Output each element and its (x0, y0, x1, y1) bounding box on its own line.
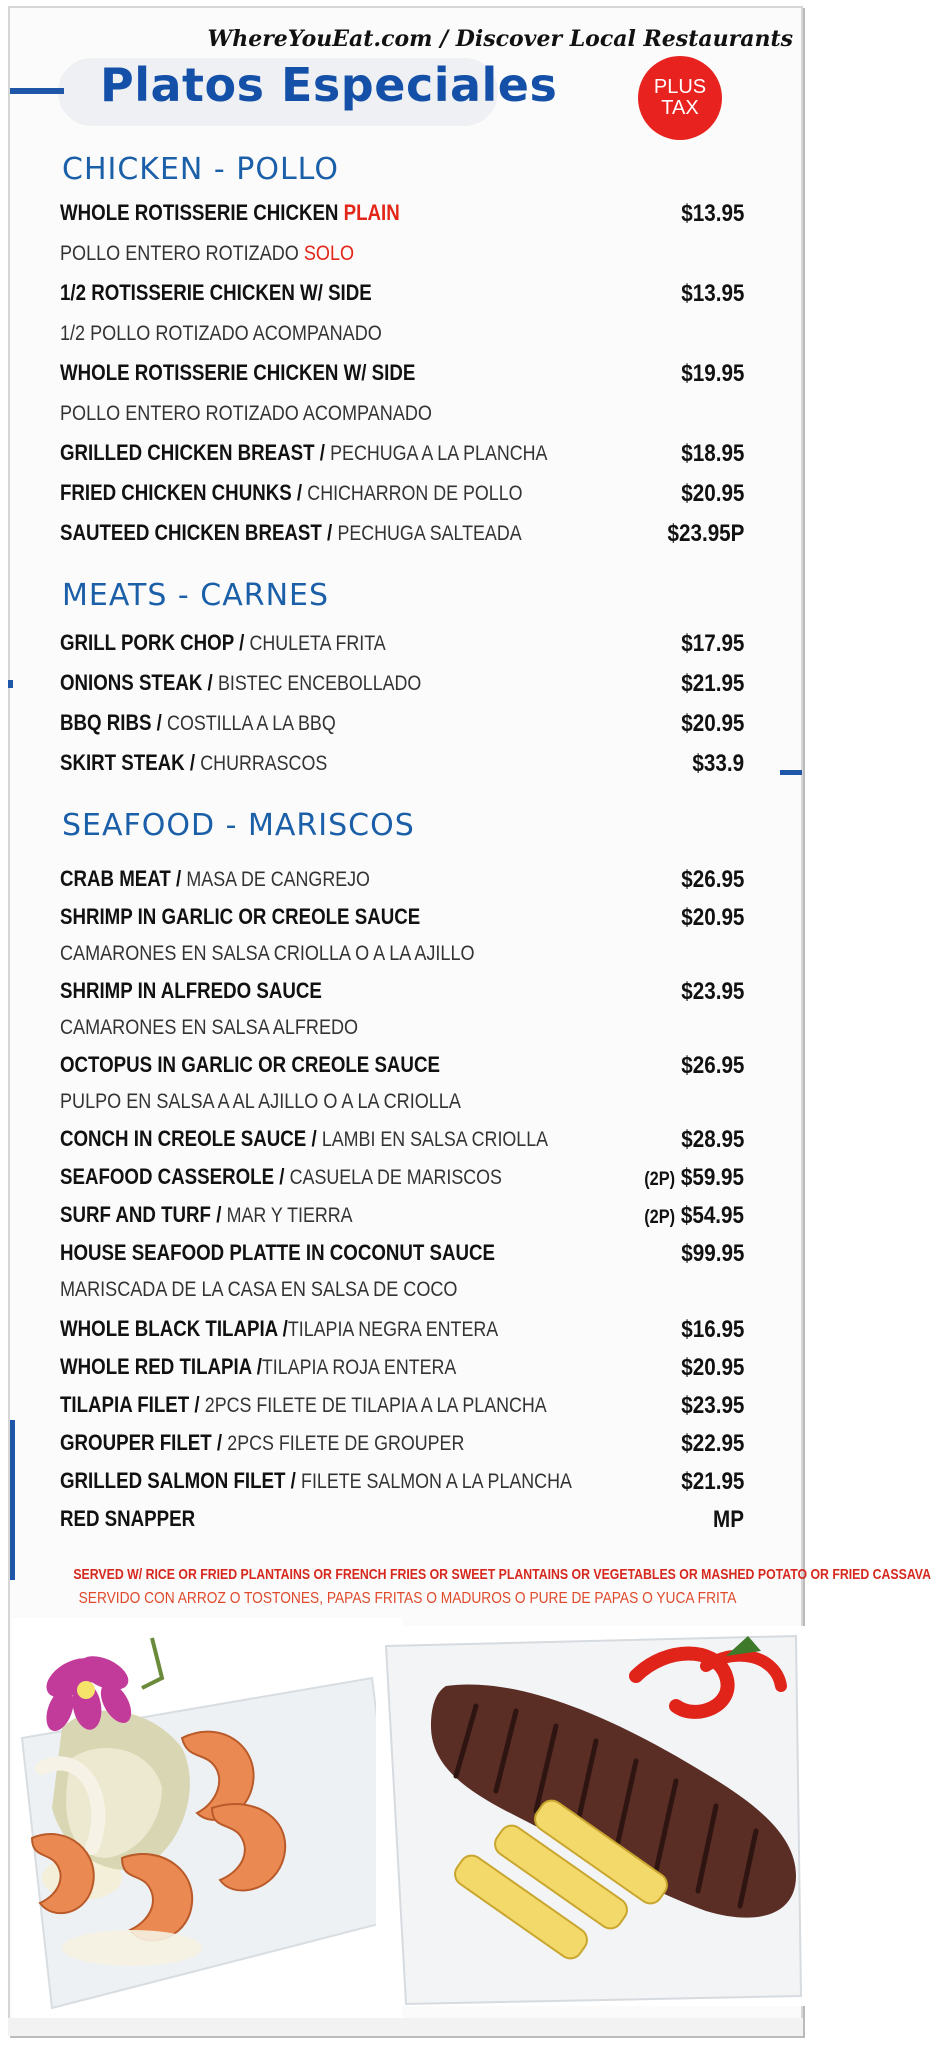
section-title-chicken: CHICKEN - POLLO (62, 152, 339, 187)
menu-item (60, 196, 744, 232)
item-price: $20.95 (680, 710, 744, 737)
item-spanish-inline: TILAPIA NEGRA ENTERA (287, 1318, 499, 1341)
item-name: SHRIMP IN ALFREDO SAUCE (60, 978, 322, 1003)
edge-mark (8, 680, 13, 688)
item-spanish-inline: COSTILLA A LA BBQ (167, 712, 336, 735)
item-name: SEAFOOD CASSEROLE / CASUELA DE MARISCOS (60, 1164, 502, 1189)
price-tag: (2P) (644, 1207, 676, 1228)
item-price: $13.95 (680, 280, 744, 307)
menu-item (60, 1048, 744, 1084)
item-spanish-inline: 2PCS FILETE DE TILAPIA A LA PLANCHA (204, 1394, 547, 1417)
item-price: (2P) $59.95 (644, 1164, 744, 1191)
plus-tax-badge (638, 56, 722, 140)
item-spanish: POLLO ENTERO ROTIZADO ACOMPANADO (60, 402, 432, 425)
item-name: BBQ RIBS / COSTILLA A LA BBQ (60, 710, 336, 735)
item-name: SAUTEED CHICKEN BREAST / PECHUGA SALTEADA (60, 520, 522, 545)
item-spanish-inline: BISTEC ENCEBOLLADO (217, 672, 422, 695)
item-name: CRAB MEAT / MASA DE CANGREJO (60, 866, 370, 891)
menu-item (60, 1160, 744, 1196)
edge-mark (10, 1420, 15, 1580)
menu-item (60, 1464, 744, 1500)
item-spanish-inline: FILETE SALMON A LA PLANCHA (301, 1470, 572, 1493)
item-price: $19.95 (680, 360, 744, 387)
item-price: $17.95 (680, 630, 744, 657)
badge-line-plus: PLUS (653, 76, 707, 98)
site-watermark: WhereYouEat.com / Discover Local Restaurants (207, 26, 793, 52)
item-price: $28.95 (680, 1126, 744, 1153)
item-price: $20.95 (680, 904, 744, 931)
menu-item (60, 746, 744, 782)
item-name: GRILL PORK CHOP / CHULETA FRITA (60, 630, 386, 655)
item-price: $18.95 (680, 440, 744, 467)
menu-item (60, 666, 744, 702)
menu-item (60, 356, 744, 392)
menu-item (60, 706, 744, 742)
item-spanish: CAMARONES EN SALSA ALFREDO (60, 1016, 359, 1039)
item-spanish: PULPO EN SALSA A AL AJILLO O A LA CRIOLLA (60, 1090, 461, 1113)
price-tag: (2P) (644, 1169, 676, 1190)
edge-mark (780, 770, 802, 775)
menu-item (60, 1502, 744, 1538)
item-name: WHOLE ROTISSERIE CHICKEN W/ SIDE (60, 360, 416, 385)
item-spanish: 1/2 POLLO ROTIZADO ACOMPANADO (60, 322, 382, 345)
item-price: $21.95 (680, 1468, 744, 1495)
menu-item (60, 974, 744, 1010)
item-name: HOUSE SEAFOOD PLATTE IN COCONUT SAUCE (60, 1240, 495, 1265)
menu-item (60, 626, 744, 662)
item-name: 1/2 ROTISSERIE CHICKEN W/ SIDE (60, 280, 372, 305)
item-spanish-inline: CHULETA FRITA (249, 632, 386, 655)
item-price: $26.95 (680, 866, 744, 893)
item-price: $23.95 (680, 978, 744, 1005)
item-price: $99.95 (680, 1240, 744, 1267)
item-spanish-accent: SOLO (303, 242, 355, 265)
section-title-meats: MEATS - CARNES (62, 578, 330, 613)
menu-item (60, 1426, 744, 1462)
item-price: $20.95 (680, 480, 744, 507)
item-name: TILAPIA FILET / 2PCS FILETE DE TILAPIA A LA PLANCHA (60, 1392, 547, 1417)
item-spanish: POLLO ENTERO ROTIZADO SOLO (60, 242, 355, 265)
section-title-seafood: SEAFOOD - MARISCOS (62, 808, 415, 843)
item-price: $22.95 (680, 1430, 744, 1457)
menu-item (60, 476, 744, 512)
item-spanish-inline: MAR Y TIERRA (226, 1204, 353, 1227)
badge-line-tax: TAX (661, 97, 699, 119)
item-price: $21.95 (680, 670, 744, 697)
item-name: WHOLE BLACK TILAPIA /TILAPIA NEGRA ENTERA (60, 1316, 499, 1341)
item-name: GROUPER FILET / 2PCS FILETE DE GROUPER (60, 1430, 465, 1455)
item-price: $13.95 (680, 200, 744, 227)
item-name: RED SNAPPER (60, 1506, 196, 1531)
item-price: $23.95 (680, 1392, 744, 1419)
item-name: SURF AND TURF / MAR Y TIERRA (60, 1202, 353, 1227)
item-name: OCTOPUS IN GARLIC OR CREOLE SAUCE (60, 1052, 440, 1077)
item-spanish-inline: MASA DE CANGREJO (186, 868, 370, 891)
item-price: (2P) $54.95 (644, 1202, 744, 1229)
item-price: $26.95 (680, 1052, 744, 1079)
item-spanish-inline: TILAPIA ROJA ENTERA (261, 1356, 457, 1379)
item-spanish-inline: CASUELA DE MARISCOS (289, 1166, 502, 1189)
sides-note-spanish: SERVIDO CON ARROZ O TOSTONES, PAPAS FRITAS O MADUROS O PURE DE PAPAS O YUCA FRITA (78, 1590, 737, 1607)
page-bottom-edge (8, 2018, 803, 2036)
menu-item (60, 1350, 744, 1386)
item-name: GRILLED CHICKEN BREAST / PECHUGA A LA PLANCHA (60, 440, 548, 465)
item-spanish-inline: LAMBI EN SALSA CRIOLLA (321, 1128, 549, 1151)
item-name: SKIRT STEAK / CHURRASCOS (60, 750, 328, 775)
item-price: $23.95P (667, 520, 744, 547)
item-spanish: CAMARONES EN SALSA CRIOLLA O A LA AJILLO (60, 942, 475, 965)
item-price: MP (713, 1506, 744, 1533)
menu-item (60, 436, 744, 472)
item-name: WHOLE ROTISSERIE CHICKEN PLAIN (60, 200, 400, 225)
header-accent-bar (10, 88, 64, 94)
item-name: SHRIMP IN GARLIC OR CREOLE SAUCE (60, 904, 421, 929)
item-price: $20.95 (680, 1354, 744, 1381)
menu-item (60, 900, 744, 936)
menu-item (60, 1198, 744, 1234)
item-spanish-inline: 2PCS FILETE DE GROUPER (227, 1432, 465, 1455)
menu-item (60, 1388, 744, 1424)
item-name: FRIED CHICKEN CHUNKS / CHICHARRON DE POLLO (60, 480, 523, 505)
item-spanish-inline: CHURRASCOS (200, 752, 328, 775)
menu-item (60, 516, 744, 552)
item-name: CONCH IN CREOLE SAUCE / LAMBI EN SALSA CRIOLLA (60, 1126, 549, 1151)
shrimp-dish-photo (12, 1618, 402, 2018)
item-name: WHOLE RED TILAPIA /TILAPIA ROJA ENTERA (60, 1354, 457, 1379)
menu-item (60, 1122, 744, 1158)
item-spanish-inline: PECHUGA SALTEADA (337, 522, 522, 545)
menu-item (60, 276, 744, 312)
item-spanish: MARISCADA DE LA CASA EN SALSA DE COCO (60, 1278, 458, 1301)
menu-item (60, 1312, 744, 1348)
item-price: $33.9 (692, 750, 744, 777)
skirt-steak-photo (376, 1626, 806, 2006)
item-spanish-inline: PECHUGA A LA PLANCHA (330, 442, 548, 465)
menu-item (60, 1236, 744, 1272)
page-title: Platos Especiales (100, 58, 558, 112)
item-name-accent: PLAIN (343, 200, 400, 225)
menu-item (60, 862, 744, 898)
sides-note-english: SERVED W/ RICE OR FRIED PLANTAINS OR FRENCH FRIES OR SWEET PLANTAINS OR VEGETABLES OR MASHED POTATO OR FRIED CASSAVA (73, 1566, 931, 1583)
item-price: $16.95 (680, 1316, 744, 1343)
item-name: GRILLED SALMON FILET / FILETE SALMON A LA PLANCHA (60, 1468, 572, 1493)
item-name: ONIONS STEAK / BISTEC ENCEBOLLADO (60, 670, 422, 695)
item-spanish-inline: CHICHARRON DE POLLO (307, 482, 523, 505)
